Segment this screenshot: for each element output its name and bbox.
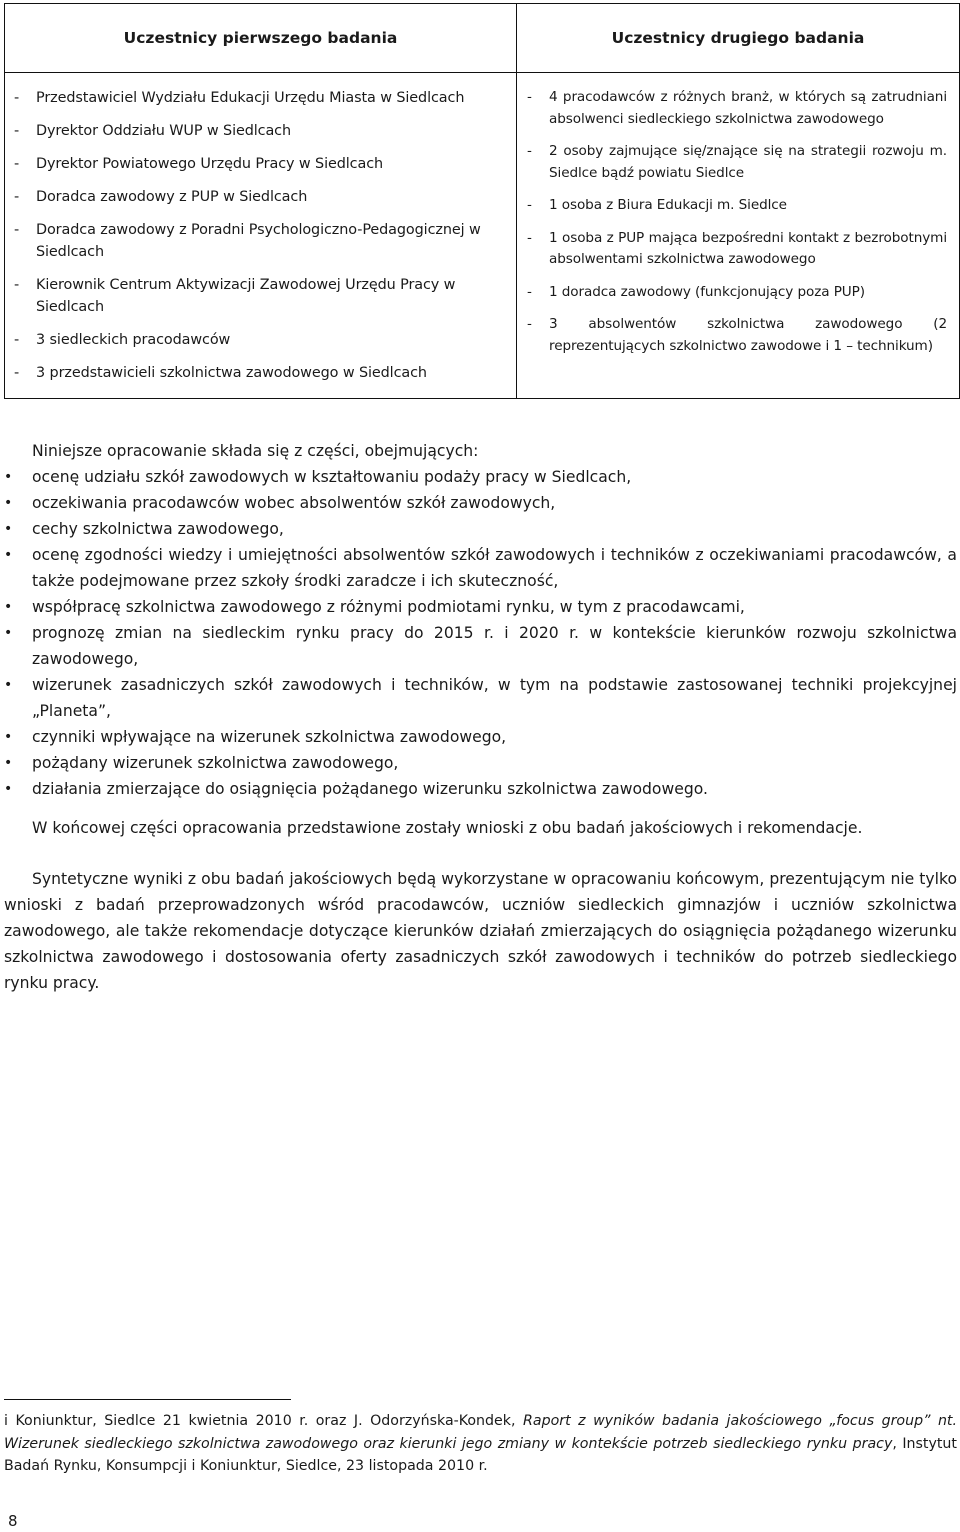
header-first-study: Uczestnicy pierwszego badania xyxy=(5,4,517,73)
table-header-row xyxy=(5,4,960,73)
footnote xyxy=(4,1410,957,1478)
second-study-list xyxy=(527,87,947,357)
footnote-mark: i xyxy=(4,1413,8,1429)
synthesis-paragraph: Syntetyczne wyniki z obu badań jakościowych będą wykorzystane w opracowaniu końcowym, prezentującym nie tylko wnioski z badań przeprowadzonych wśród pracodawców, uczniów siedleckich gimnazjów i uczniów szkolnictwa zawodowego, ale także rekomendacje dotyczące kierunków działań zmierzających do osiągnięcia pożądanego wizerunku szkolnictwa zawodowego i dostosowania oferty zasadniczych szkół zawodowych i techników do potrzeb siedleckiego rynku pracy. xyxy=(4,870,957,992)
first-study-cell xyxy=(5,73,517,399)
list-item: - Kierownik Centrum Aktywizacji Zawodowej Urzędu Pracy w Siedlcach xyxy=(14,274,506,318)
second-study-cell xyxy=(517,73,960,399)
list-item: - 3 siedleckich pracodawców xyxy=(14,329,506,351)
body-text xyxy=(4,438,957,996)
bullet-item: • cechy szkolnictwa zawodowego, xyxy=(4,516,957,542)
first-study-list xyxy=(14,87,506,384)
bullet-item: • ocenę udziału szkół zawodowych w kształtowaniu podaży pracy w Siedlcach, xyxy=(4,464,957,490)
footnote-divider xyxy=(4,1399,291,1400)
bullet-item: • czynniki wpływające na wizerunek szkolnictwa zawodowego, xyxy=(4,724,957,750)
footnote-report-title: Raport z wyników badania jakościowego „focus group” nt. Wizerunek siedleckiego szkolnictwa zawodowego oraz kierunki jego zmiany w kontekście potrzeb siedleckiego rynku pracy xyxy=(4,1413,958,1452)
list-item: - Doradca zawodowy z Poradni Psychologiczno-Pedagogicznej w Siedlcach xyxy=(14,219,506,263)
list-item: - 2 osoby zajmujące się/znające się na strategii rozwoju m. Siedlce bądź powiatu Siedlce xyxy=(527,141,947,184)
header-second-study: Uczestnicy drugiego badania xyxy=(517,4,960,73)
list-item: - 3 absolwentów szkolnictwa zawodowego (2 reprezentujących szkolnictwo zawodowe i 1 – technikum) xyxy=(527,314,947,357)
bullet-item: • współpracę szkolnictwa zawodowego z różnymi podmiotami rynku, w tym z pracodawcami, xyxy=(4,594,957,620)
list-item: - 1 osoba z PUP mająca bezpośredni kontakt z bezrobotnymi absolwentami szkolnictwa zawodowego xyxy=(527,228,947,271)
list-item: - Dyrektor Powiatowego Urzędu Pracy w Siedlcach xyxy=(14,153,506,175)
bullet-item: • wizerunek zasadniczych szkół zawodowych i techników, w tym na podstawie zastosowanej techniki projekcyjnej „Planeta”, xyxy=(4,672,957,724)
list-item: - 1 osoba z Biura Edukacji m. Siedlce xyxy=(527,195,947,217)
bullet-item: • pożądany wizerunek szkolnictwa zawodowego, xyxy=(4,750,957,776)
footnote-lead: Koniunktur, Siedlce 21 kwietnia 2010 r. oraz J. Odorzyńska-Kondek, xyxy=(15,1413,524,1429)
list-item: - Doradca zawodowy z PUP w Siedlcach xyxy=(14,186,506,208)
list-item: - 1 doradca zawodowy (funkcjonujący poza PUP) xyxy=(527,282,947,304)
bullet-item: • oczekiwania pracodawców wobec absolwentów szkół zawodowych, xyxy=(4,490,957,516)
page-number: 8 xyxy=(8,1512,18,1530)
table-body-row xyxy=(5,73,960,399)
intro-paragraph: Niniejsze opracowanie składa się z części, obejmujących: xyxy=(32,442,479,460)
contents-bullet-list xyxy=(4,464,957,802)
bullet-item: • ocenę zgodności wiedzy i umiejętności absolwentów szkół zawodowych i techników z oczekiwaniami pracodawców, a także podejmowane przez szkoły środki zaradcze i ich skuteczność, xyxy=(4,542,957,594)
list-item: - Przedstawiciel Wydziału Edukacji Urzędu Miasta w Siedlcach xyxy=(14,87,506,109)
list-item: - 4 pracodawców z różnych branż, w których są zatrudniani absolwenci siedleckiego szkolnictwa zawodowego xyxy=(527,87,947,130)
conclusions-paragraph: W końcowej części opracowania przedstawione zostały wnioski z obu badań jakościowych i rekomendacje. xyxy=(32,819,863,837)
list-item: - 3 przedstawicieli szkolnictwa zawodowego w Siedlcach xyxy=(14,362,506,384)
footnote-tail: , Instytut Badań Rynku, Konsumpcji i Koniunktur, Siedlce, 23 listopada 2010 r. xyxy=(4,1435,957,1474)
list-item: - Dyrektor Oddziału WUP w Siedlcach xyxy=(14,120,506,142)
bullet-item: • prognozę zmian na siedleckim rynku pracy do 2015 r. i 2020 r. w kontekście kierunków rozwoju szkolnictwa zawodowego, xyxy=(4,620,957,672)
participants-table xyxy=(4,3,960,399)
bullet-item: • działania zmierzające do osiągnięcia pożądanego wizerunku szkolnictwa zawodowego. xyxy=(4,776,957,802)
